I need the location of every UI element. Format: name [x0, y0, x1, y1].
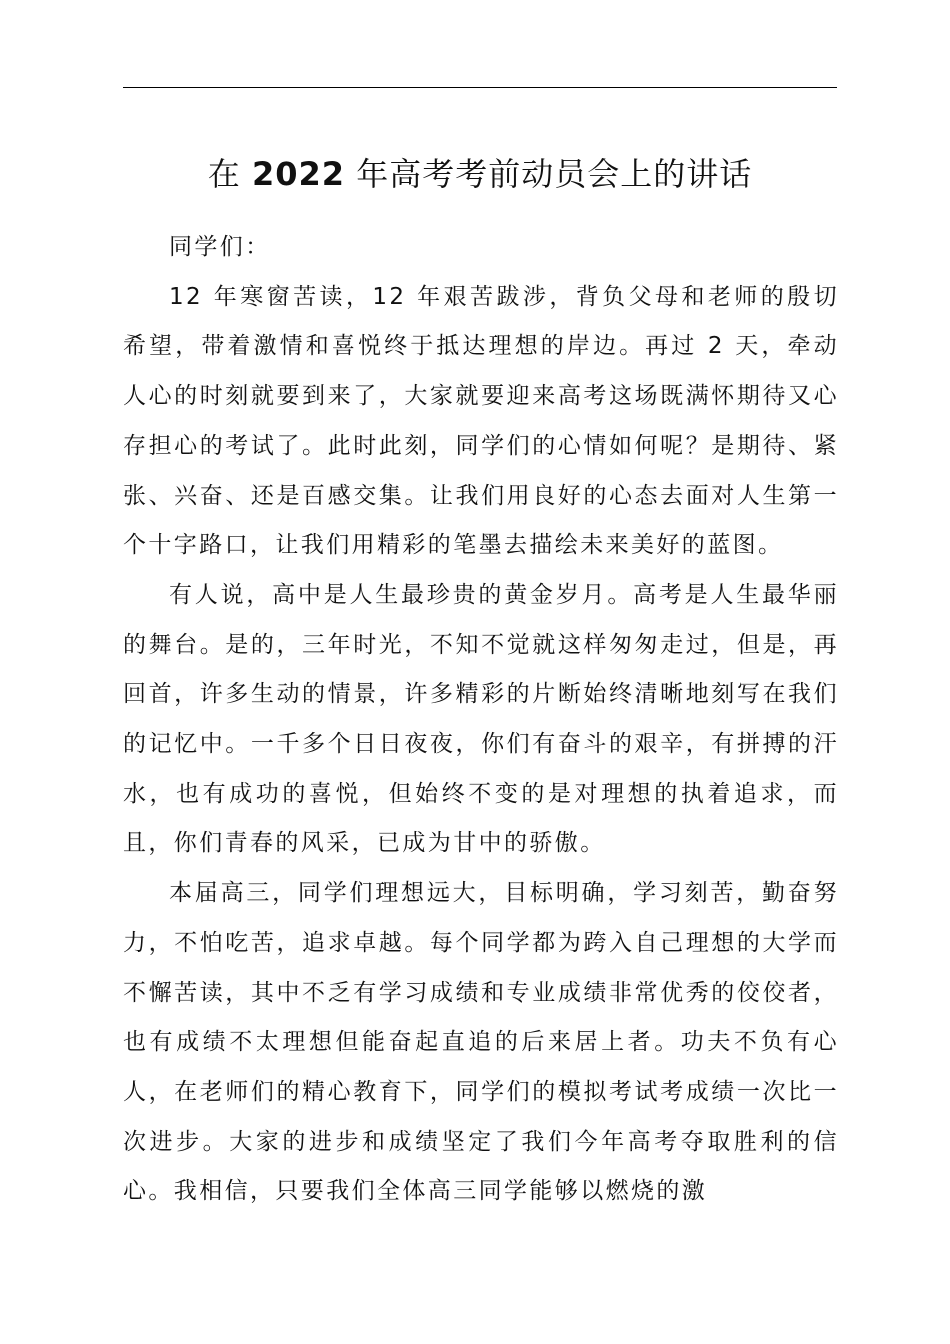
title-year: 2022 [251, 155, 346, 193]
header-rule [123, 87, 837, 88]
document-body [123, 223, 839, 1217]
salutation: 同学们： [169, 234, 271, 260]
title-suffix: 年高考考前动员会上的讲话 [345, 155, 753, 193]
paragraph-1: 12 年寒窗苦读，12 年艰苦跋涉，背负父母和老师的殷切希望，带着激情和喜悦终于抵达理想的岸边。再过 2 天，牵动人心的时刻就要到来了，大家就要迎来高考这场既满怀期待又心存担心的考试了。此时此刻，同学们的心情如何呢？是期待、紧张、兴奋、还是百感交集。让我们用良好的心态去面对人生第一个十字路口，让我们用精彩的笔墨去描绘未来美好的蓝图。 [123, 283, 839, 559]
paragraph-3: 本届高三，同学们理想远大，目标明确，学习刻苦，勤奋努力，不怕吃苦，追求卓越。每个同学都为跨入自己理想的大学而不懈苦读，其中不乏有学习成绩和专业成绩非常优秀的佼佼者，也有成绩不太理想但能奋起直追的后来居上者。功夫不负有心人，在老师们的精心教育下，同学们的模拟考试考成绩一次比一次进步。大家的进步和成绩坚定了我们今年高考夺取胜利的信心。我相信，只要我们全体高三同学能够以燃烧的激 [123, 880, 839, 1205]
title-prefix: 在 [207, 155, 252, 193]
paragraph-2: 有人说，高中是人生最珍贵的黄金岁月。高考是人生最华丽的舞台。是的，三年时光，不知不觉就这样匆匆走过，但是，再回首，许多生动的情景，许多精彩的片断始终清晰地刻写在我们的记忆中。一千多个日日夜夜，你们有奋斗的艰辛，有拼搏的汗水，也有成功的喜悦，但始终不变的是对理想的执着追求，而且，你们青春的风采，已成为甘中的骄傲。 [123, 581, 839, 857]
document-title [0, 150, 950, 198]
